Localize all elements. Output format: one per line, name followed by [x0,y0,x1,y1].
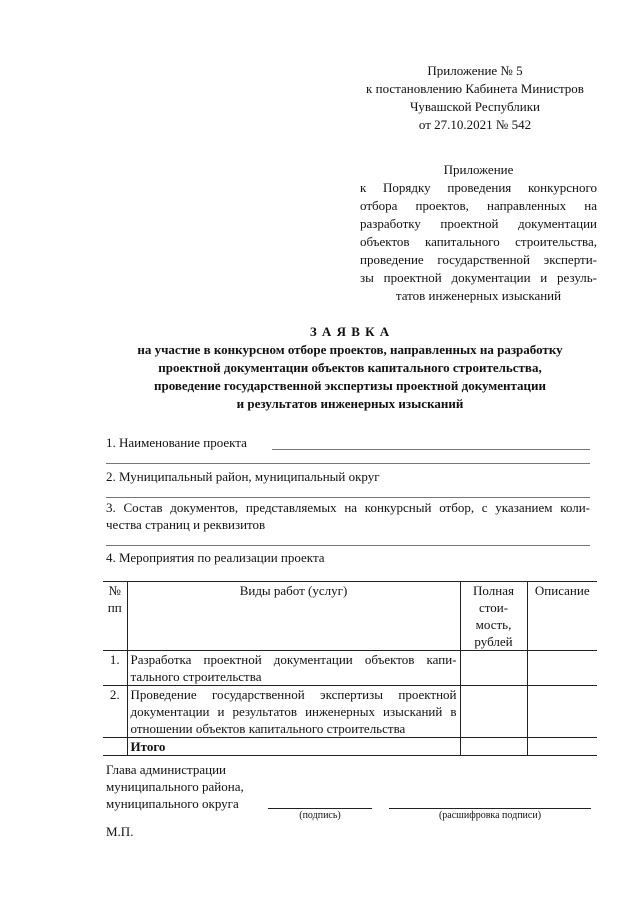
appendix-header [355,62,595,134]
sub-appendix-title: Приложение [443,162,514,177]
stamp-place: М.П. [106,824,134,839]
appendix-republic: Чувашской Республики [409,99,541,114]
table-header-row [103,582,597,651]
row-number: 1. [103,651,127,686]
heading-line: проведение государственной экспертизы проектной документации [153,378,546,393]
total-description-cell[interactable] [527,738,597,756]
header-number: № пп [103,582,127,651]
heading-line: и результатов инженерных изысканий [236,396,464,411]
works-table [103,581,597,756]
appendix-date: от 27.10.2021 № 542 [418,117,532,132]
field-documents-line[interactable] [106,545,590,546]
row-works: Проведение государственной экспертизы проектной документации и результатов инженерных изысканий в отношении объектов капитального строительства [127,686,460,738]
heading-line: проектной документации объектов капитального строительства, [158,360,542,375]
signatory-title: Глава администрации муниципального района, муниципального округа [106,762,244,811]
signature-caption: (подпись) [299,810,341,821]
field-documents-label: 3. Состав документов, представляемых на конкурсный отбор, с указанием коли- [106,500,590,515]
total-label: Итого [127,738,460,756]
sub-appendix [360,161,597,305]
header-cost: Полная стои- мость, рублей [460,582,527,651]
table-row [103,686,597,738]
signature-decode-line[interactable] [389,808,591,809]
table-total-row [103,738,597,756]
signature-decode-caption: (расшифровка подписи) [438,810,542,821]
header-works: Виды работ (услуг) [127,582,460,651]
field-project-name-line[interactable] [272,449,590,450]
header-description: Описание [527,582,597,651]
field-municipality-label: 2. Муниципальный район, муниципальный округ [106,469,380,484]
field-municipality-line[interactable] [106,497,590,498]
sub-appendix-line: к Порядку проведения конкурсного [360,180,597,195]
appendix-number: Приложение № 5 [427,63,523,78]
application-title: З А Я В К А [309,324,391,339]
field-project-name-line-2[interactable] [106,463,590,464]
field-project-name-label: 1. Наименование проекта [106,435,247,450]
row-description-cell[interactable] [527,686,597,738]
application-heading [100,323,600,413]
row-number: 2. [103,686,127,738]
signature-line[interactable] [268,808,372,809]
sub-appendix-line: разработку проектной документации [360,216,597,231]
table-row [103,651,597,686]
total-cost-cell[interactable] [460,738,527,756]
appendix-resolution: к постановлению Кабинета Министров [366,81,584,96]
field-activities-label: 4. Мероприятия по реализации проекта [106,550,325,565]
field-documents-label-2: чества страниц и реквизитов [106,517,266,532]
sub-appendix-line: татов инженерных изысканий [395,288,562,303]
sub-appendix-line: зы проектной документации и резуль- [360,270,597,285]
row-cost-cell[interactable] [460,686,527,738]
sub-appendix-line: проведение государственной эксперти- [360,252,597,267]
row-works: Разработка проектной документации объектов капи- тального строительства [127,651,460,686]
sub-appendix-line: объектов капитального строительства, [360,234,597,249]
sub-appendix-line: отбора проектов, направленных на [360,198,597,213]
row-description-cell[interactable] [527,651,597,686]
heading-line: на участие в конкурсном отборе проектов, направленных на разработку [137,342,563,357]
row-cost-cell[interactable] [460,651,527,686]
